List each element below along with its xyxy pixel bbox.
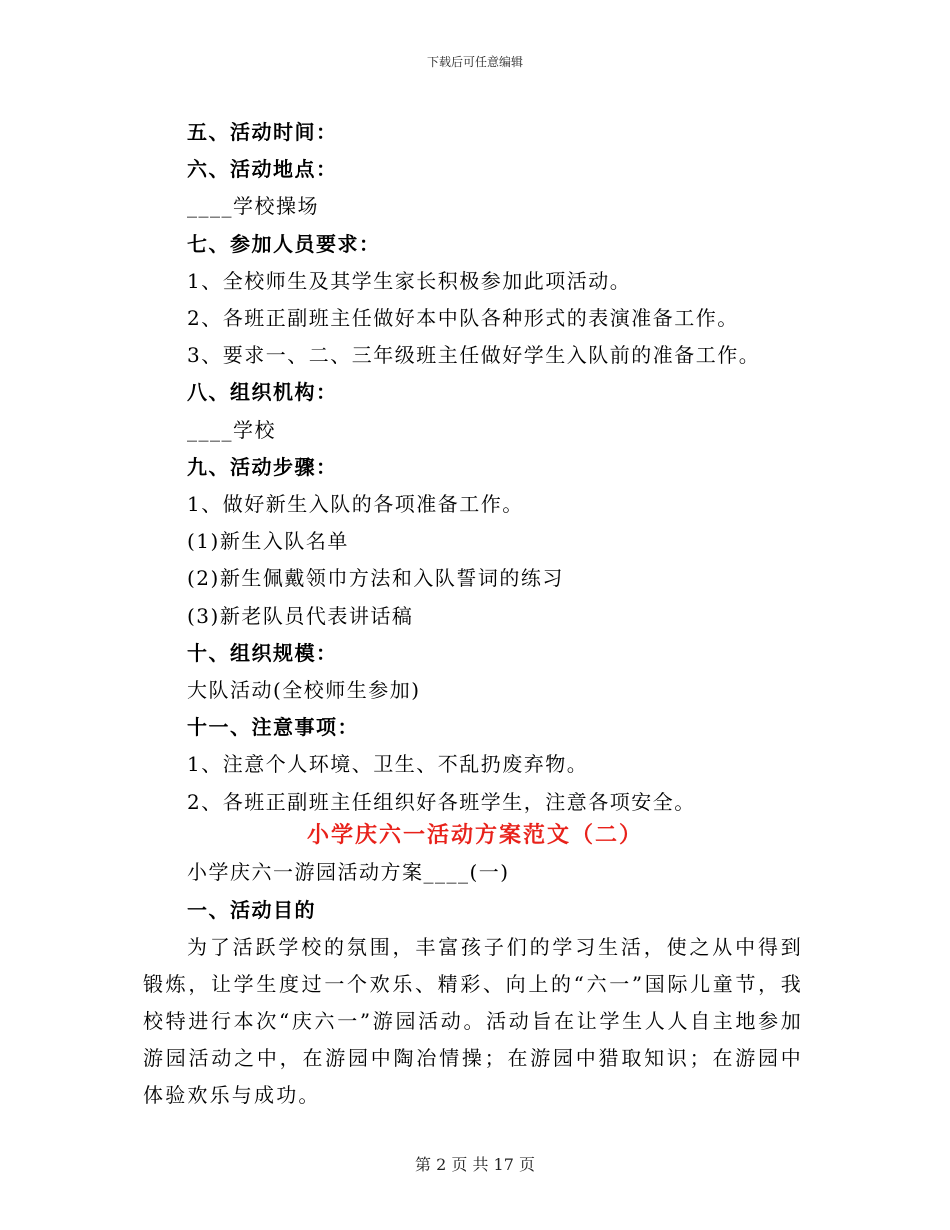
participant-item-3: 3、要求一、二、三年级班主任做好学生入队前的准备工作。 — [187, 343, 761, 368]
participant-item-2: 2、各班正副班主任做好本中队各种形式的表演准备工作。 — [187, 306, 739, 330]
subtitle: 小学庆六一游园活动方案____(一) — [187, 860, 510, 884]
section-heading-steps: 九、活动步骤： — [187, 454, 338, 479]
step-subitem-2: (2)新生佩戴领巾方法和入队誓词的练习 — [187, 566, 564, 591]
section-heading-notes: 十一、注意事项： — [187, 715, 359, 740]
page-header: 下载后可任意编辑 — [426, 55, 523, 69]
section-title: 小学庆六一活动方案范文（二） — [306, 822, 643, 848]
note-item-2: 2、各班正副班主任组织好各班学生，注意各项安全。 — [187, 789, 696, 814]
purpose-heading: 一、活动目的 — [187, 898, 316, 922]
purpose-paragraph: 为了活跃学校的氛围，丰富孩子们的学习生活，使之从中得到锻炼，让学生度过一个欢乐、精彩、向上的“六一”国际儿童节，我校特进行本次“庆六一”游园活动。活动旨在让学生人人自主地参加游园活动之中，在游园中陶冶情操；在游园中猎取知识；在游园中体验欢乐与成功。 — [143, 935, 803, 1107]
scale-text: 大队活动(全校师生参加) — [187, 678, 421, 702]
participant-item-1: 1、全校师生及其学生家长积极参加此项活动。 — [187, 268, 632, 293]
section-heading-organization: 八、组织机构： — [187, 380, 338, 405]
location-text: ____学校操场 — [187, 194, 319, 219]
section-heading-time: 五、活动时间： — [187, 120, 338, 144]
organization-text: ____学校 — [187, 417, 276, 442]
step-item-1: 1、做好新生入队的各项准备工作。 — [187, 492, 524, 516]
step-subitem-3: (3)新老队员代表讲话稿 — [187, 603, 414, 628]
step-subitem-1: (1)新生入队名单 — [187, 529, 349, 554]
page-footer: 第 2 页 共 17 页 — [415, 1155, 535, 1174]
section-heading-location: 六、活动地点： — [187, 157, 338, 182]
section-heading-participants: 七、参加人员要求： — [187, 231, 381, 256]
note-item-1: 1、注意个人环境、卫生、不乱扔废弃物。 — [187, 752, 589, 777]
section-heading-scale: 十、组织规模： — [187, 640, 338, 665]
